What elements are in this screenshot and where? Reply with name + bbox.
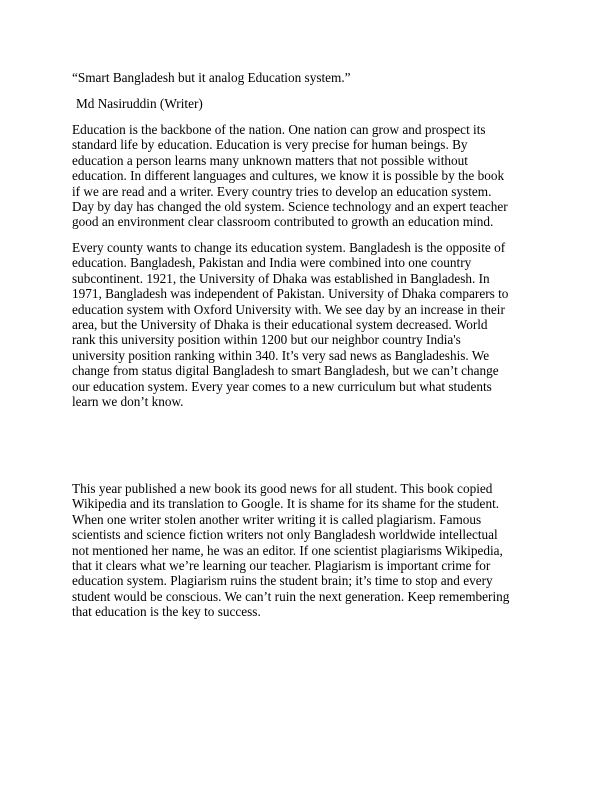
document-title: “Smart Bangladesh but it analog Education system.” <box>72 70 351 85</box>
paragraph-line: education. Bangladesh, Pakistan and India were combined into one country <box>72 255 472 271</box>
paragraph-line: if we are read and a writer. Every country tries to develop an education system. <box>72 183 492 199</box>
paragraph-1 <box>72 122 550 230</box>
paragraph-line: good an environment clear classroom contributed to growth an education mind. <box>72 214 494 230</box>
paragraph-line: university position ranking within 340. It’s very sad news as Bangladeshis. We <box>72 347 490 363</box>
paragraph-line: student would be conscious. We can’t ruin the next generation. Keep remembering <box>72 588 510 604</box>
paragraph-line: our education system. Every year comes to a new curriculum but what students <box>72 378 492 394</box>
paragraph-line: education system. Plagiarism ruins the student brain; it’s time to stop and every <box>72 573 493 589</box>
paragraph-line: education a person learns many unknown matters that not possible without <box>72 152 468 168</box>
paragraph-line: education. In different languages and cultures, we know it is possible by the book <box>72 168 505 184</box>
paragraph-line: education system with Oxford University with. We see day by an increase in their <box>72 301 505 317</box>
paragraph-line: learn we don’t know. <box>72 393 184 409</box>
paragraph-line: subcontinent. 1921, the University of Dhaka was established in Bangladesh. In <box>72 270 490 286</box>
paragraph-line: area, but the University of Dhaka is their educational system decreased. World <box>72 316 488 332</box>
paragraph-line: scientists and science fiction writers not only Bangladesh worldwide intellectual <box>72 527 498 543</box>
paragraph-line: Wikipedia and its translation to Google. It is shame for its shame for the student. <box>72 496 500 512</box>
paragraph-line: not mentioned her name, he was an editor. If one scientist plagiarisms Wikipedia, <box>72 542 503 558</box>
paragraph-line: change from status digital Bangladesh to smart Bangladesh, but we can’t change <box>72 363 499 379</box>
paragraph-2 <box>72 240 550 409</box>
paragraph-line: Day by day has changed the old system. Science technology and an expert teacher <box>72 198 508 214</box>
paragraph-line: standard life by education. Education is very precise for human beings. By <box>72 137 468 153</box>
paragraph-line: When one writer stolen another writer writing it is called plagiarism. Famous <box>72 511 482 527</box>
paragraph-line: Education is the backbone of the nation. One nation can grow and prospect its <box>72 122 486 137</box>
paragraph-line: that it clears what we’re learning our teacher. Plagiarism is important crime for <box>72 557 491 573</box>
paragraph-line: This year published a new book its good news for all student. This book copied <box>72 481 493 496</box>
paragraph-3 <box>72 481 550 620</box>
paragraph-line: Every county wants to change its education system. Bangladesh is the opposite of <box>72 240 506 255</box>
paragraph-line: 1971, Bangladesh was independent of Pakistan. University of Dhaka comparers to <box>72 286 509 302</box>
paragraph-line: that education is the key to success. <box>72 604 261 620</box>
document-author: Md Nasiruddin (Writer) <box>76 96 203 111</box>
paragraph-line: rank this university position within 1200 but our neighbor country India's <box>72 332 461 348</box>
